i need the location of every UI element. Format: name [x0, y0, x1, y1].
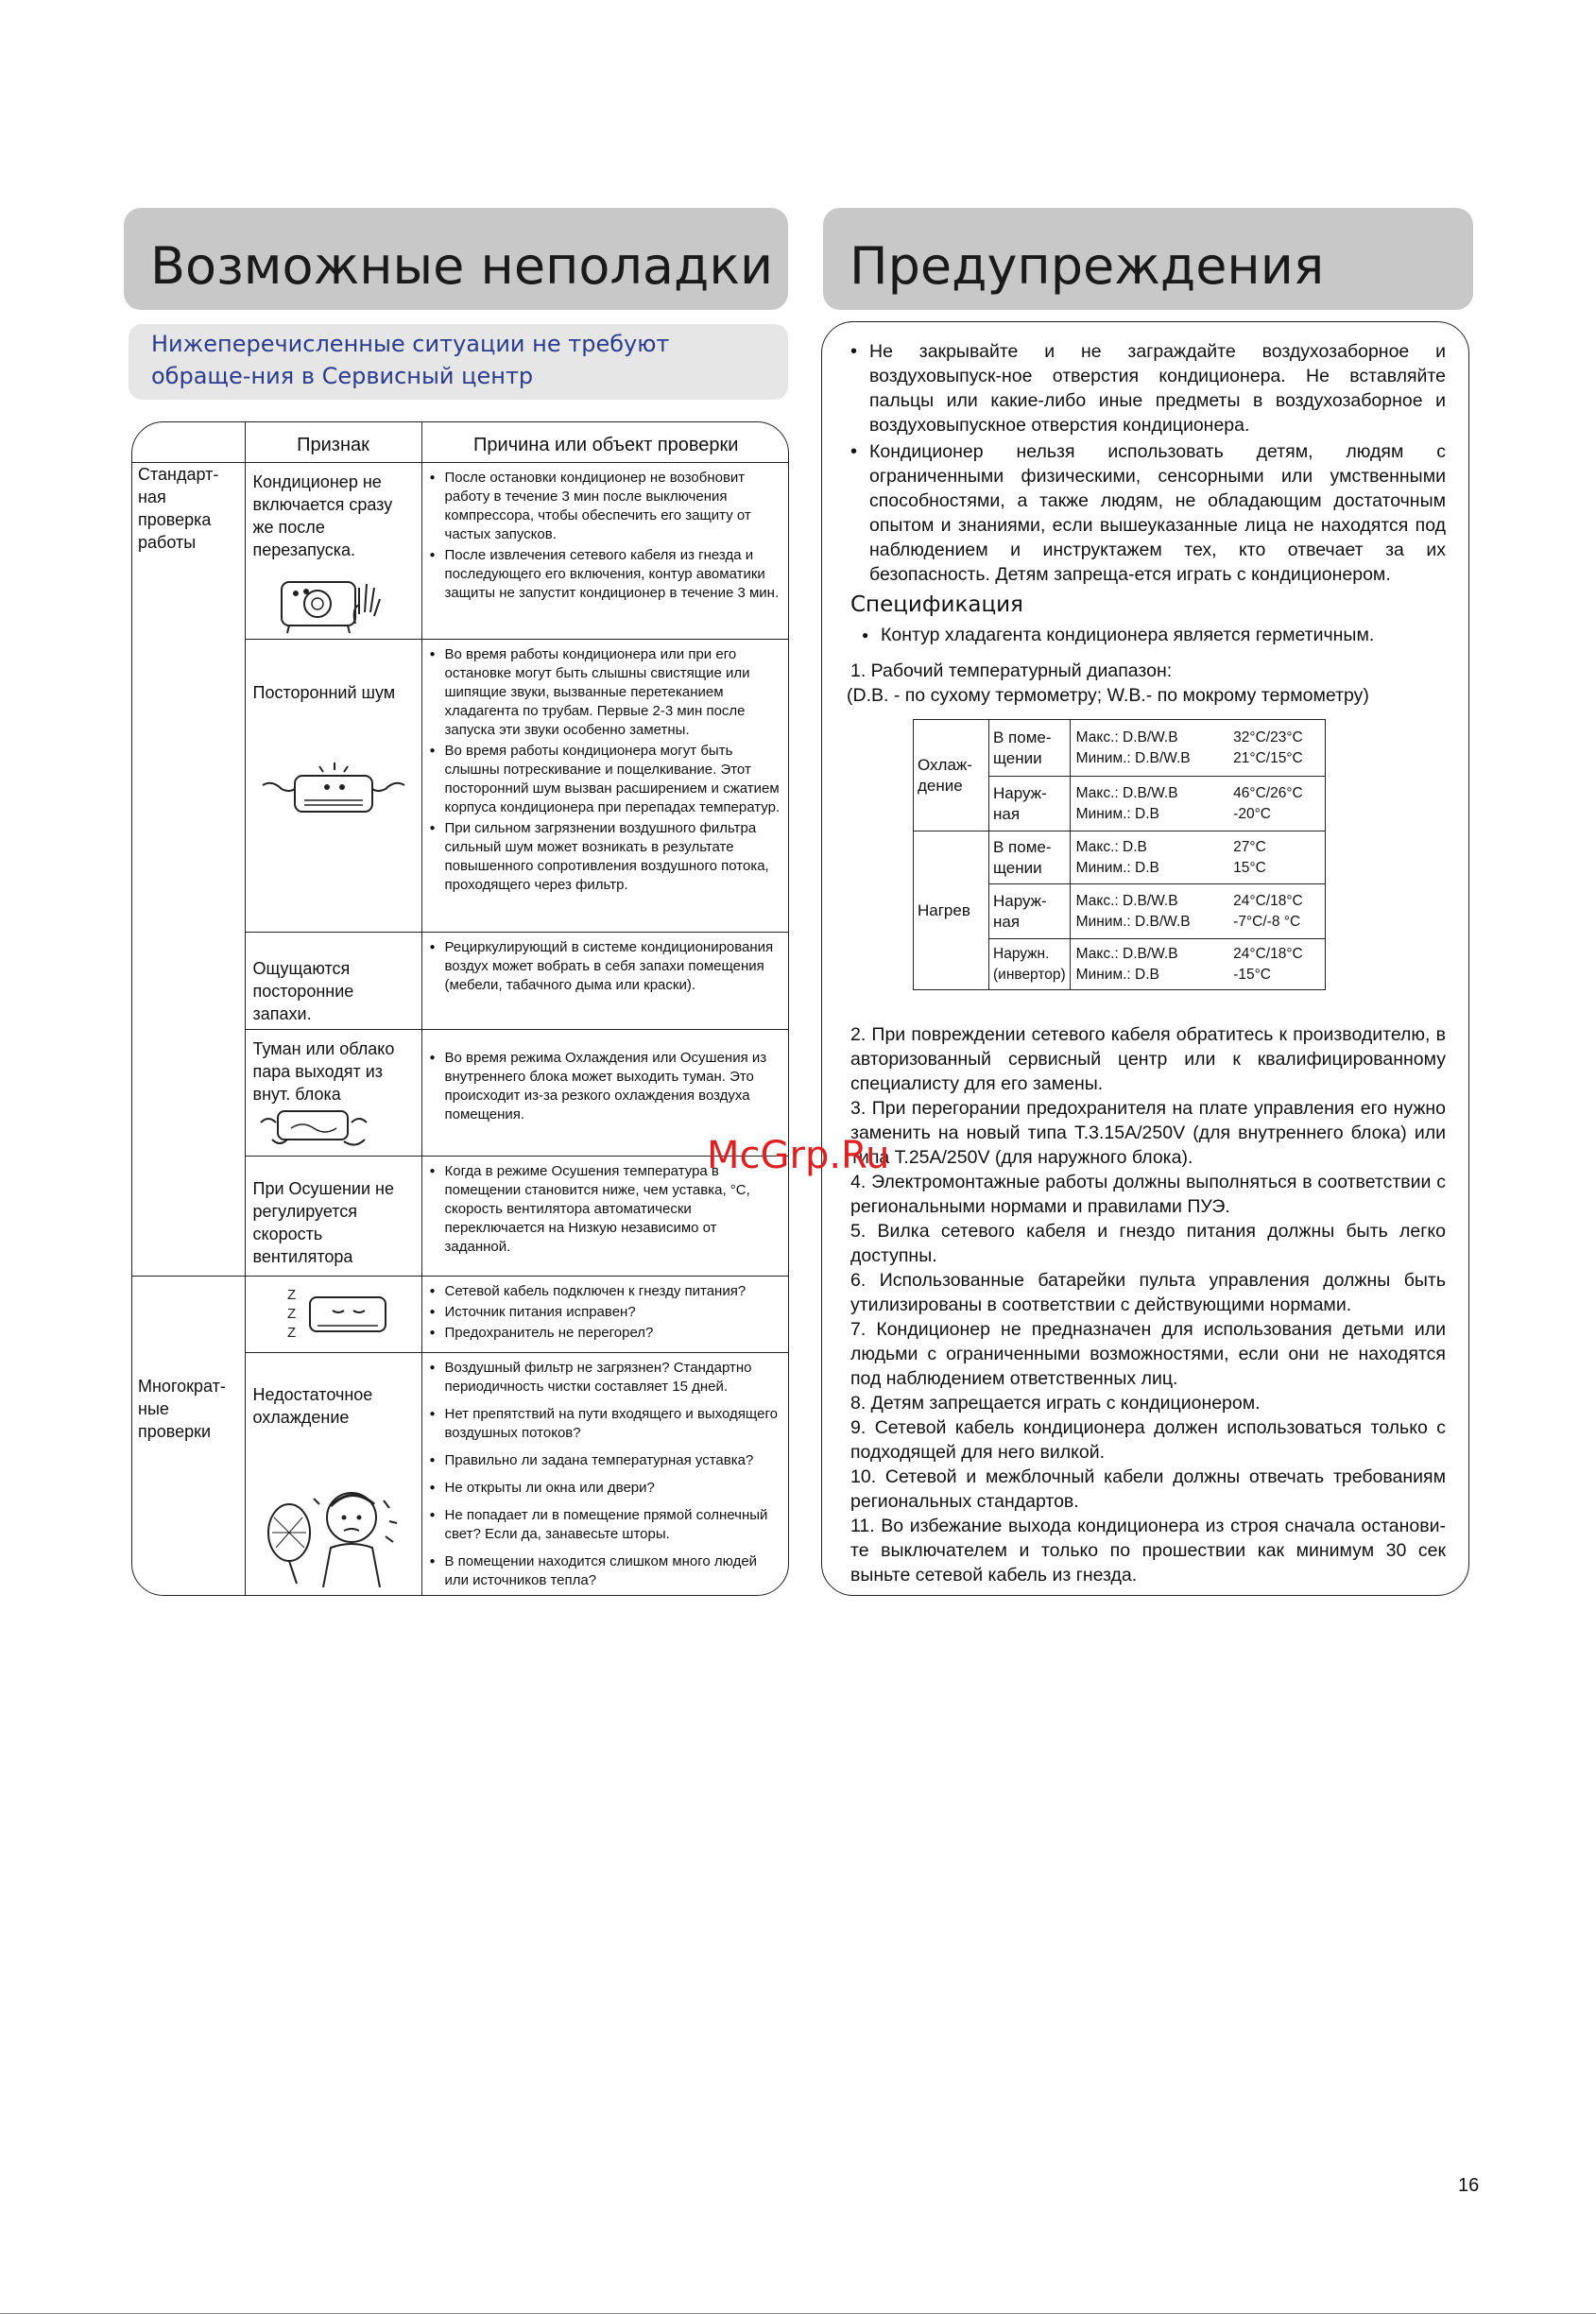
spec-range-value	[1233, 884, 1325, 939]
category-multiple-label: Многократ-ные проверки	[138, 1376, 226, 1441]
spec-range-max: Макс.: D.B/W.B	[1075, 892, 1178, 909]
symptom-text: При Осушении не регулируется скорость вентилятора	[252, 1178, 394, 1266]
spec-note: 6. Использованные батарейки пульта управления должны быть утилизированы в соответствии с действующими нормами.	[850, 1270, 1446, 1315]
spec-range-label	[1070, 884, 1233, 939]
spec-notes	[850, 1022, 1446, 1587]
troubleshooting-subtitle: Нижеперечисленные ситуации не требуют обраще-ния в Сервисный центр	[129, 324, 788, 400]
spec-range-min: Миним.: D.B	[1075, 805, 1159, 822]
symptom-text: Туман или облако пара выходят из внут. блока	[252, 1038, 395, 1104]
category-standard-label: Стандарт-ная проверка работы	[138, 464, 219, 552]
spec-range-max: Макс.: D.B	[1075, 838, 1147, 855]
spec-note: 4. Электромонтажные работы должны выполняться в соответствии с региональными нормами и правилами ПУЭ.	[850, 1172, 1446, 1217]
cause-cell	[421, 462, 789, 639]
cause-item: ● Воздушный фильтр не загрязнен? Стандартно периодичность чистки составляет 15 дней.	[428, 1359, 781, 1397]
noisy-unit-icon	[253, 757, 414, 823]
spec-value-max: 46°C/26°C	[1233, 784, 1303, 801]
spec-heading: Спецификация	[850, 592, 1023, 617]
spec-range-value	[1233, 777, 1325, 831]
cause-cell	[421, 1352, 789, 1596]
spec-value-min: 21°C/15°C	[1233, 749, 1303, 766]
cause-item: ● Когда в режиме Осушения температура в помещении становится ниже, чем уставка, °С, скорость вентилятора автоматически переключается на Низкую независимо от заданной.	[428, 1162, 781, 1257]
spec-value-min: -7°C/-8 °C	[1233, 913, 1301, 930]
spec-bullet: ● Контур хладагента кондиционера является герметичным.	[850, 623, 1446, 647]
range-note: (D.B. - по сухому термометру; W.B.- по мокрому термометру)	[847, 685, 1369, 706]
spec-note: 5. Вилка сетевого кабеля и гнездо питания должны быть легко доступны.	[850, 1221, 1446, 1266]
category-standard-check	[132, 462, 245, 1276]
spec-mode-heating: Нагрев	[914, 831, 989, 990]
table-header-symptom: Признак	[245, 422, 421, 462]
cause-item: ● Рециркулирующий в системе кондиционирования воздух может вобрать в себя запахи помещения (мебели, табачного дыма или краски).	[428, 938, 781, 995]
spec-value-max: 24°C/18°C	[1233, 945, 1303, 962]
spec-range-label	[1070, 777, 1233, 831]
cause-cell	[421, 639, 789, 932]
spec-note: 2. При повреждении сетевого кабеля обратитесь к производителю, в авторизованный сервисный центр или к квалифицированному специалисту для его замены.	[850, 1024, 1446, 1094]
svg-text:Z: Z	[286, 1286, 296, 1303]
spec-range-max: Макс.: D.B/W.B	[1075, 784, 1178, 801]
troubleshooting-title: Возможные неполадки	[124, 208, 788, 310]
spec-range-min: Миним.: D.B	[1075, 859, 1159, 876]
spec-mode-cooling: Охлаж-дение	[914, 720, 989, 831]
cause-item: ● Во время режима Охлаждения или Осушения из внутреннего блока может выходить туман. Это происходит из-за резкого охлаждения воздуха помещения.	[428, 1049, 781, 1124]
symptom-cell	[245, 1276, 421, 1352]
spec-range-max: Макс.: D.B/W.B	[1075, 728, 1178, 746]
table-header-cause: Причина или объект проверки	[421, 422, 789, 462]
cause-item: ● Правильно ли задана температурная уставка?	[428, 1451, 781, 1470]
spec-range-min: Миним.: D.B/W.B	[1075, 913, 1191, 930]
spec-value-max: 32°C/23°C	[1233, 728, 1303, 746]
table-header-blank	[132, 422, 245, 462]
cause-cell	[421, 1276, 789, 1352]
symptom-cell	[245, 932, 421, 1029]
symptom-cell	[245, 1029, 421, 1156]
spec-range-label	[1070, 831, 1233, 884]
spec-range-max: Макс.: D.B/W.B	[1075, 945, 1178, 962]
symptom-cell	[245, 1352, 421, 1596]
cause-item: ● Источник питания исправен?	[428, 1303, 781, 1322]
spec-value-min: -15°C	[1233, 966, 1271, 983]
spec-note: 9. Сетевой кабель кондиционера должен использоваться только с подходящей для него вилкой.	[850, 1417, 1446, 1463]
spec-note: 8. Детям запрещается играть с кондиционером.	[850, 1393, 1261, 1414]
spec-range-value	[1233, 831, 1325, 884]
spec-location: В поме-щении	[989, 831, 1071, 884]
spec-note: 11. Во избежание выхода кондиционера из строя сначала останови-те выключателем и только по прошествии как минимум 30 сек выньте сетевой кабель из гнезда.	[850, 1516, 1446, 1586]
spec-value-min: -20°C	[1233, 805, 1271, 822]
spec-value-min: 15°C	[1233, 859, 1266, 876]
spec-note: 10. Сетевой и межблочный кабели должны отвечать требованиям региональных стандартов.	[850, 1466, 1446, 1512]
warnings-title: Предупреждения	[823, 208, 1473, 310]
symptom-text: Недостаточное охлаждение	[252, 1384, 373, 1427]
cause-item: ● После остановки кондиционер не возобновит работу в течение 3 мин после выключения компрессора, чтобы обеспечить его защиту от частых запусков.	[428, 469, 781, 544]
spec-location: Наруж-ная	[989, 884, 1071, 939]
warnings-frame	[821, 321, 1469, 1596]
foggy-unit-icon	[253, 1106, 376, 1149]
cause-item: ● Во время работы кондиционера или при его остановке могут быть слышны свистящие или шипящие звуки, вызванные перетеканием хладагента по трубам. Первые 2-3 мин после запуска эти звуки особенно заметны.	[428, 645, 781, 740]
spec-note: 3. При перегорании предохранителя на плате управления его нужно заменить на новый типа T.3.15A/250V (для внутреннего блока) или типа T.25A/250V (для наружного блока).	[850, 1098, 1446, 1168]
spec-range-value	[1233, 720, 1325, 777]
cause-item: ● Сетевой кабель подключен к гнезду питания?	[428, 1282, 781, 1301]
cause-item: ● Не открыты ли окна или двери?	[428, 1479, 781, 1498]
symptom-text: Ощущаются посторонние запахи.	[252, 958, 354, 1023]
spec-location: Наружн. (инвертор)	[989, 939, 1071, 990]
spec-range-label	[1070, 939, 1233, 990]
symptom-cell	[245, 1156, 421, 1276]
page-number: 16	[1458, 2175, 1480, 2196]
symptom-text: Посторонний шум	[252, 682, 396, 702]
cause-item: ● В помещении находится слишком много людей или источников тепла?	[428, 1552, 781, 1590]
symptom-cell	[245, 639, 421, 932]
cause-item: ● После извлечения сетевого кабеля из гнезда и последующего его включения, контур авоматики защиты не запустит кондиционер в течение 3 мин.	[428, 546, 781, 603]
spec-range-min: Миним.: D.B	[1075, 966, 1159, 983]
warning-item: • Кондиционер нельзя использовать детям, людям с ограниченными физическими, сенсорными или умственными способностями, а также людям, не обладающим достаточным опытом и знаниями, если вышеуказанные лица не находятся под наблюдением и инструктажем тех, кто отвечает за их безопасность. Детям запреща-ется играть с кондиционером.	[850, 439, 1446, 587]
cause-item: ● Не попадает ли в помещение прямой солнечный свет? Если да, занавесьте шторы.	[428, 1506, 781, 1544]
spec-location: В поме-щении	[989, 720, 1071, 777]
svg-text:Z: Z	[286, 1305, 296, 1322]
spec-note: 7. Кондиционер не предназначен для использования детьми или людьми с ограниченными возможностями, если они не находятся под наблюдением ответственных лиц.	[850, 1319, 1446, 1389]
warnings-content	[847, 339, 1446, 1587]
symptom-cell	[245, 462, 421, 639]
hot-person-fan-icon	[253, 1480, 414, 1589]
symptom-text: Кондиционер не включается сразу же после перезапуска.	[252, 471, 393, 559]
sleeping-unit-icon	[282, 1284, 395, 1343]
watermark: McGrp.Ru	[707, 1134, 890, 1177]
cause-item: ● При сильном загрязнении воздушного фильтра сильный шум может возникать в результате повышенного сопротивления воздушного потока, проходящего через фильтр.	[428, 819, 781, 895]
cause-item: ● Во время работы кондиционера могут быть слышны потрескивание и пощелкивание. Этот посторонний шум вызван расширением и сжатием корпуса кондиционера при перепадах температур.	[428, 742, 781, 817]
category-multiple-check	[132, 1276, 245, 1596]
cause-item: ● Предохранитель не перегорел?	[428, 1324, 781, 1343]
cause-item: ● Нет препятствий на пути входящего и выходящего воздушных потоков?	[428, 1405, 781, 1443]
spec-range-label	[1070, 720, 1233, 777]
spec-location: Наруж-ная	[989, 777, 1071, 831]
spec-range-min: Миним.: D.B/W.B	[1075, 749, 1191, 766]
spec-value-max: 27°C	[1233, 838, 1266, 855]
warning-item: • Не закрывайте и не заграждайте воздухозаборное и воздуховыпуск-ное отверстия кондиционера. Не вставляйте пальцы или какие-либо иные предметы в воздухозаборное и воздуховыпускное отверстия кондиционера.	[850, 339, 1446, 437]
range-title: 1. Рабочий температурный диапазон:	[850, 660, 1173, 681]
troubleshooting-table	[132, 422, 789, 1596]
warnings-list	[850, 339, 1446, 587]
spec-range-value	[1233, 939, 1325, 990]
cause-cell	[421, 932, 789, 1029]
temperature-range-table	[913, 719, 1326, 990]
spec-value-max: 24°C/18°C	[1233, 892, 1303, 909]
troubleshooting-table-frame	[131, 421, 789, 1596]
unit-stop-hand-icon	[253, 567, 386, 635]
svg-text:Z: Z	[286, 1324, 296, 1341]
